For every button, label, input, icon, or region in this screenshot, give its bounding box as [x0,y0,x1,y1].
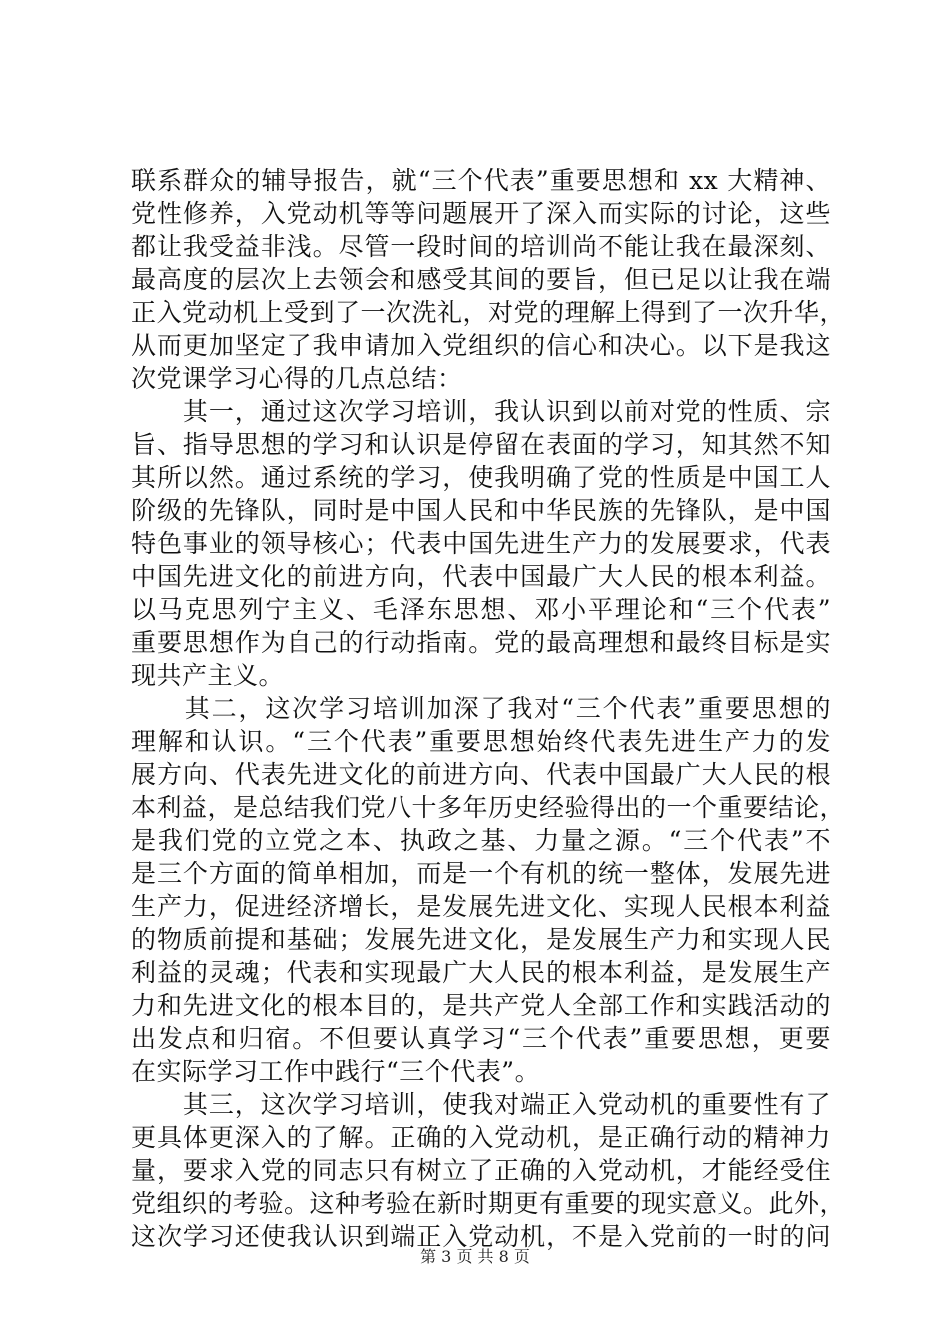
text-line: 中国先进文化的前进方向，代表中国最广大人民的根本利益。 [131,562,831,591]
text-line: 更具体更深入的了解。正确的入党动机，是正确行动的精神力 [131,1123,831,1152]
text-line: 力和先进文化的根本目的，是共产党人全部工作和实践活动的 [131,991,831,1020]
text-line: 量，要求入党的同志只有树立了正确的入党动机，才能经受住 [131,1156,831,1185]
document-body [131,164,846,1253]
text-line: 最高度的层次上去领会和感受其间的要旨，但已足以让我在端 [131,265,831,294]
text-line: 的物质前提和基础；发展先进文化，是发展生产力和实现人民 [131,925,831,954]
text-line: 理解和认识。“三个代表”重要思想始终代表先进生产力的发 [131,727,831,756]
text-line: 其一，通过这次学习培训，我认识到以前对党的性质、宗 [131,397,831,426]
text-line: 都让我受益非浅。尽管一段时间的培训尚不能让我在最深刻、 [131,232,831,261]
text-line: 重要思想作为自己的行动指南。党的最高理想和最终目标是实 [131,628,831,657]
text-line: 利益的灵魂；代表和实现最广大人民的根本利益，是发展生产 [131,958,831,987]
text-line: 现共产主义。 [131,661,285,690]
text-line: 以马克思列宁主义、毛泽东思想、邓小平理论和“三个代表” [131,595,831,624]
text-line: 次党课学习心得的几点总结： [131,364,463,393]
text-line: 其所以然。通过系统的学习，使我明确了党的性质是中国工人 [131,463,831,492]
text-line: 阶级的先锋队，同时是中国人民和中华民族的先锋队，是中国 [131,496,831,525]
text-line: 出发点和归宿。不但要认真学习“三个代表”重要思想，更要 [131,1024,831,1053]
text-line: 生产力，促进经济增长，是发展先进文化、实现人民根本利益 [131,892,831,921]
page-footer: 第 3 页 共 8 页 [420,1247,530,1266]
text-line: 在实际学习工作中践行“三个代表”。 [131,1057,541,1086]
text-line: 是三个方面的简单相加，而是一个有机的统一整体，发展先进 [131,859,831,888]
text-line: 旨、指导思想的学习和认识是停留在表面的学习，知其然不知 [131,430,831,459]
text-line: 党性修养，入党动机等等问题展开了深入而实际的讨论，这些 [131,199,831,228]
text-line: 其三，这次学习培训，使我对端正入党动机的重要性有了 [131,1090,831,1119]
text-line: 其二，这次学习培训加深了我对“三个代表”重要思想的 [131,694,831,723]
text-line: 联系群众的辅导报告，就“三个代表”重要思想和 xx 大精神、 [131,166,831,195]
text-line: 党组织的考验。这种考验在新时期更有重要的现实意义。此外， [131,1189,846,1218]
text-line: 展方向、代表先进文化的前进方向、代表中国最广大人民的根 [131,760,831,789]
text-line: 特色事业的领导核心；代表中国先进生产力的发展要求，代表 [131,529,831,558]
text-line: 正入党动机上受到了一次洗礼，对党的理解上得到了一次升华， [131,298,846,327]
text-line: 这次学习还使我认识到端正入党动机，不是入党前的一时的问 [131,1222,831,1251]
text-line: 是我们党的立党之本、执政之基、力量之源。“三个代表”不 [131,826,831,855]
text-line: 本利益，是总结我们党八十多年历史经验得出的一个重要结论， [131,793,846,822]
text-line: 从而更加坚定了我申请加入党组织的信心和决心。以下是我这 [131,331,831,360]
